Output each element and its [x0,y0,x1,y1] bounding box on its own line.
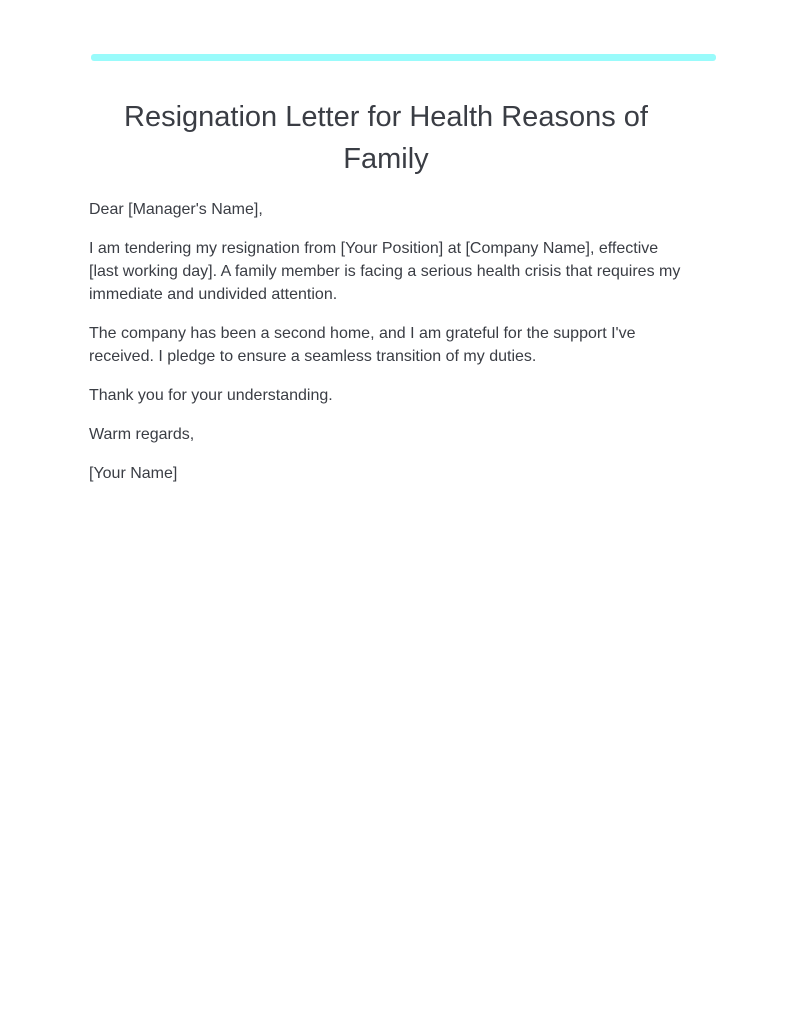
thanks-line: Thank you for your understanding. [89,387,333,404]
salutation: Dear [Manager's Name], [89,201,263,218]
closing: Warm regards, [89,426,195,443]
paragraph-resignation [89,237,689,306]
title-line-2: Family [343,143,429,175]
paragraph-line: received. I pledge to ensure a seamless transition of my duties. [89,348,537,365]
letter-body [89,198,689,501]
accent-bar [91,54,716,61]
paragraph-line: [last working day]. A family member is facing a serious health crisis that requires my [89,263,681,280]
paragraph-gratitude [89,322,689,368]
paragraph-line: I am tendering my resignation from [Your Position] at [Company Name], effective [89,240,659,257]
title-line-1: Resignation Letter for Health Reasons of [124,101,648,133]
paragraph-line: immediate and undivided attention. [89,286,338,303]
paragraph-line: The company has been a second home, and I am grateful for the support I've [89,325,636,342]
page-title [89,96,683,180]
signature: [Your Name] [89,465,178,482]
